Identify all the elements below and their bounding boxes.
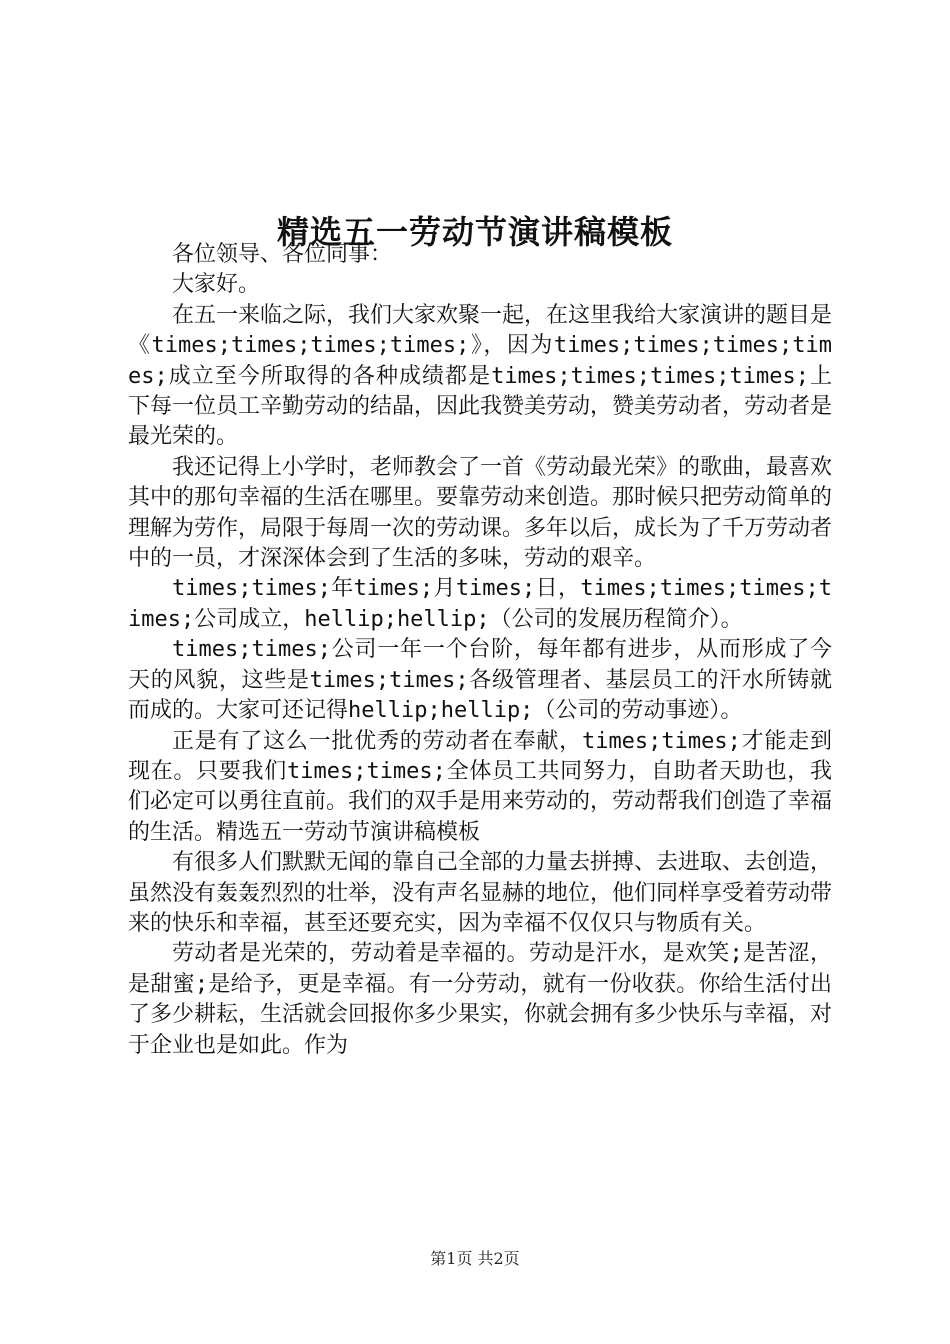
paragraph: 劳动者是光荣的，劳动着是幸福的。劳动是汗水，是欢笑;是苦涩，是甜蜜;是给予，更是幸福。有一分劳动，就有一份收获。你给生活付出了多少耕耘，生活就会回报你多少果实，你就会拥有多少快乐与幸福，对于企业也是如此。作为 — [128, 941, 833, 1058]
document-title: 精选五一劳动节演讲稿模板 — [276, 213, 673, 252]
page-indicator: 第1页 共2页 — [430, 1249, 520, 1268]
paragraph: times;times;公司一年一个台阶，每年都有进步，从而形成了今天的风貌，这些是times;times;各级管理者、基层员工的汗水所铸就而成的。大家可还记得hellip;hellip;（公司的劳动事迹）。 — [128, 637, 832, 724]
paragraph: times;times;年times;月times;日，times;times;times;times;公司成立，hellip;hellip;（公司的发展历程简介）。 — [128, 576, 832, 632]
paragraph: 在五一来临之际，我们大家欢聚一起，在这里我给大家演讲的题目是《times;times;times;times;》，因为times;times;times;times;成立至今所取得的各种成绩都是times;times;times;times;上下每一位员工辛勤劳动的结晶，因此我赞美劳动，赞美劳动者，劳动者是最光荣的。 — [128, 302, 833, 450]
salutation: 各位领导、各位同事： — [172, 242, 393, 267]
paragraph: 有很多人们默默无闻的靠自己全部的力量去拼搏、去进取、去创造，虽然没有轰轰烈烈的壮举，没有声名显赫的地位，他们同样享受着劳动带来的快乐和幸福，甚至还要充实，因为幸福不仅仅只与物质有关。 — [128, 850, 833, 936]
paragraph: 我还记得上小学时，老师教会了一首《劳动最光荣》的歌曲，最喜欢其中的那句幸福的生活在哪里。要靠劳动来创造。那时候只把劳动简单的理解为劳作，局限于每周一次的劳动课。多年以后，成长为了千万劳动者中的一员，才深深体会到了生活的多味，劳动的艰辛。 — [128, 454, 833, 572]
document-body — [128, 240, 832, 1061]
paragraph: 正是有了这么一批优秀的劳动者在奉献，times;times;才能走到现在。只要我们times;times;全体员工共同努力，自助者天助也，我们必定可以勇往直前。我们的双手是用来劳动的，劳动帮我们创造了幸福的生活。精选五一劳动节演讲稿模板 — [128, 728, 833, 845]
greeting: 大家好。 — [172, 272, 261, 298]
